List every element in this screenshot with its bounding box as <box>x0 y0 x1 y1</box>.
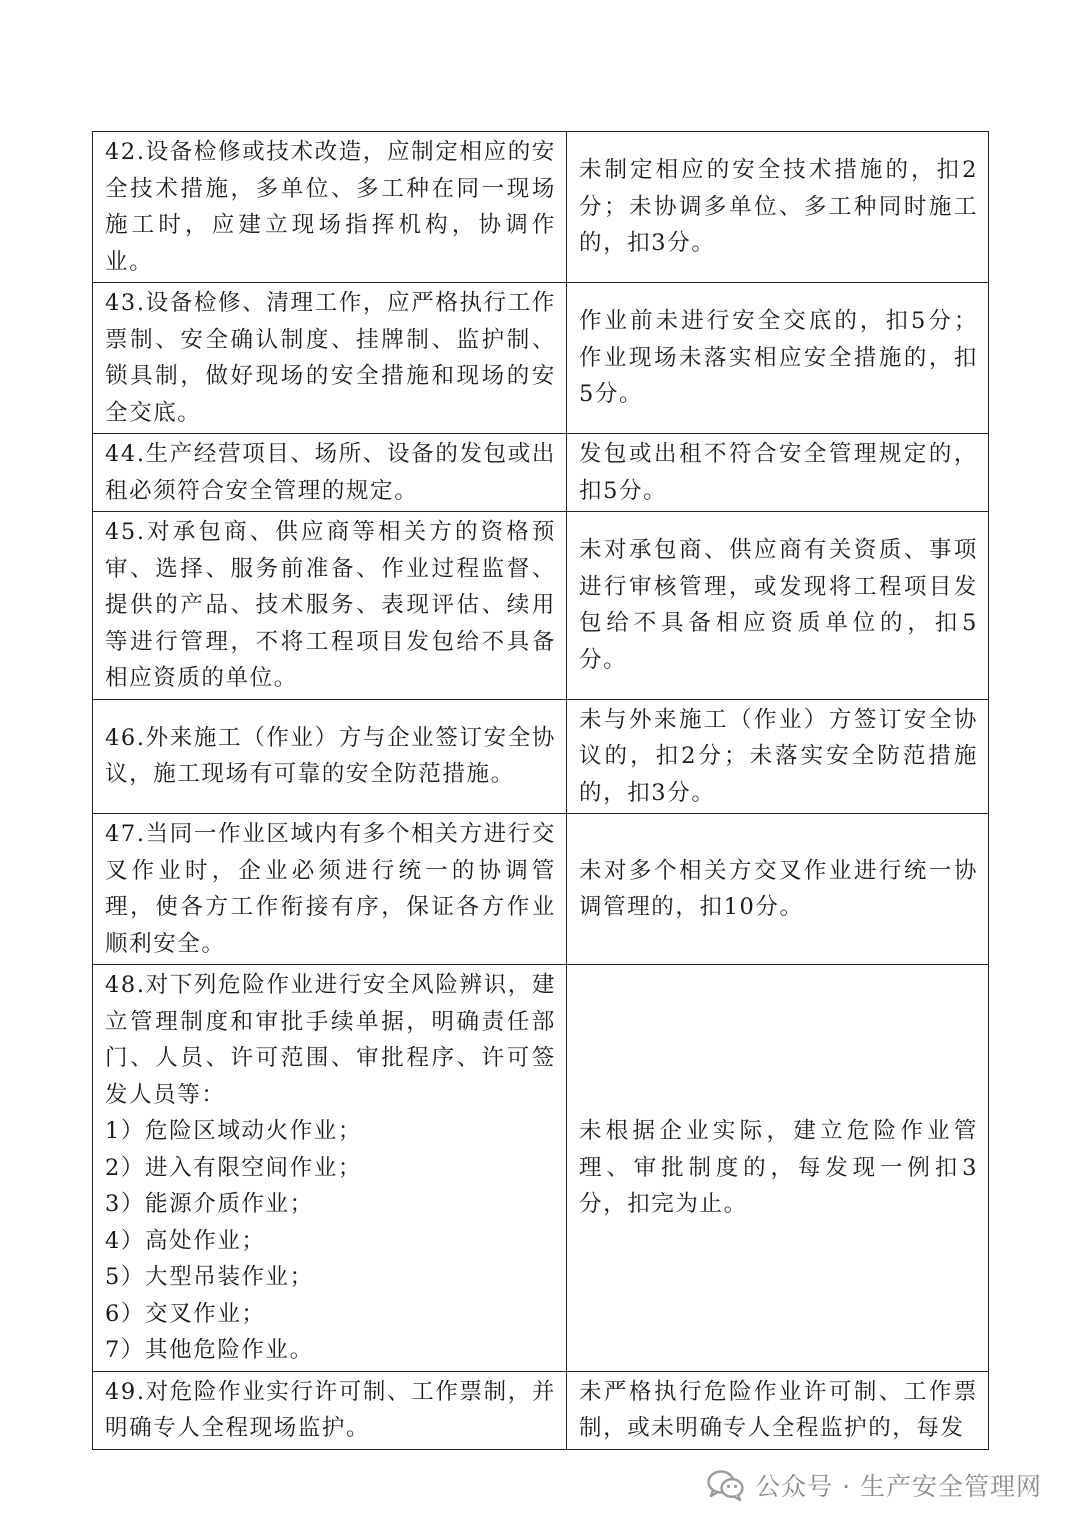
wechat-icon <box>707 1469 745 1501</box>
penalty-cell: 未与外来施工（作业）方签订安全协议的，扣2分；未落实安全防范措施的，扣3分。 <box>567 699 989 814</box>
requirement-cell: 47.当同一作业区域内有多个相关方进行交叉作业时，企业必须进行统一的协调管理，使各方工作衔接有序，保证各方作业顺利安全。 <box>93 814 567 965</box>
list-item: 7）其他危险作业。 <box>105 1337 314 1363</box>
requirement-cell: 46.外来施工（作业）方与企业签订安全协议，施工现场有可靠的安全防范措施。 <box>93 699 567 814</box>
list-item: 1）危险区域动火作业； <box>105 1118 362 1144</box>
table-row <box>93 132 989 283</box>
watermark <box>707 1463 1042 1507</box>
table-row <box>93 512 989 700</box>
requirement-cell <box>93 965 567 1372</box>
requirement-cell: 45.对承包商、供应商等相关方的资格预审、选择、服务前准备、作业过程监督、提供的产品、技术服务、表现评估、续用等进行管理，不将工程项目发包给不具备相应资质的单位。 <box>93 512 567 700</box>
penalty-cell: 未根据企业实际，建立危险作业管理、审批制度的，每发现一例扣3分，扣完为止。 <box>567 965 989 1372</box>
list-item: 3）能源介质作业； <box>105 1191 314 1217</box>
requirement-cell: 44.生产经营项目、场所、设备的发包或出租必须符合安全管理的规定。 <box>93 434 567 512</box>
table-row <box>93 434 989 512</box>
list-item: 2）进入有限空间作业； <box>105 1154 362 1181</box>
list-item: 5）大型吊装作业； <box>105 1264 314 1290</box>
penalty-cell: 发包或出租不符合安全管理规定的，扣5分。 <box>567 434 989 512</box>
table-row <box>93 1371 989 1449</box>
requirement-cell: 49.对危险作业实行许可制、工作票制，并明确专人全程现场监护。 <box>93 1371 567 1449</box>
table-row <box>93 965 989 1372</box>
table-row <box>93 814 989 965</box>
list-item: 6）交叉作业； <box>105 1300 266 1327</box>
watermark-text: 公众号 · 生产安全管理网 <box>755 1472 1042 1501</box>
penalty-cell: 未对多个相关方交叉作业进行统一协调管理的，扣10分。 <box>567 814 989 965</box>
requirement-intro: 48.对下列危险作业进行安全风险辨识，建立管理制度和审批手续单据，明确责任部门、人员、许可范围、审批程序、许可签发人员等： <box>105 972 556 1108</box>
penalty-cell: 未严格执行危险作业许可制、工作票制，或未明确专人全程监护的，每发 <box>567 1371 989 1449</box>
table-row <box>93 283 989 434</box>
requirement-cell: 43.设备检修、清理工作，应严格执行工作票制、安全确认制度、挂牌制、监护制、锁具制，做好现场的安全措施和现场的安全交底。 <box>93 283 567 434</box>
requirement-cell: 42.设备检修或技术改造，应制定相应的安全技术措施，多单位、多工种在同一现场施工时，应建立现场指挥机构，协调作业。 <box>93 132 567 283</box>
penalty-cell: 未制定相应的安全技术措施的，扣2分；未协调多单位、多工种同时施工的，扣3分。 <box>567 132 989 283</box>
criteria-table <box>92 131 989 1450</box>
penalty-cell: 未对承包商、供应商有关资质、事项进行审核管理，或发现将工程项目发包给不具备相应资质单位的，扣5分。 <box>567 512 989 700</box>
table-row <box>93 699 989 814</box>
list-item: 4）高处作业； <box>105 1227 266 1254</box>
penalty-cell: 作业前未进行安全交底的，扣5分；作业现场未落实相应安全措施的，扣5分。 <box>567 283 989 434</box>
